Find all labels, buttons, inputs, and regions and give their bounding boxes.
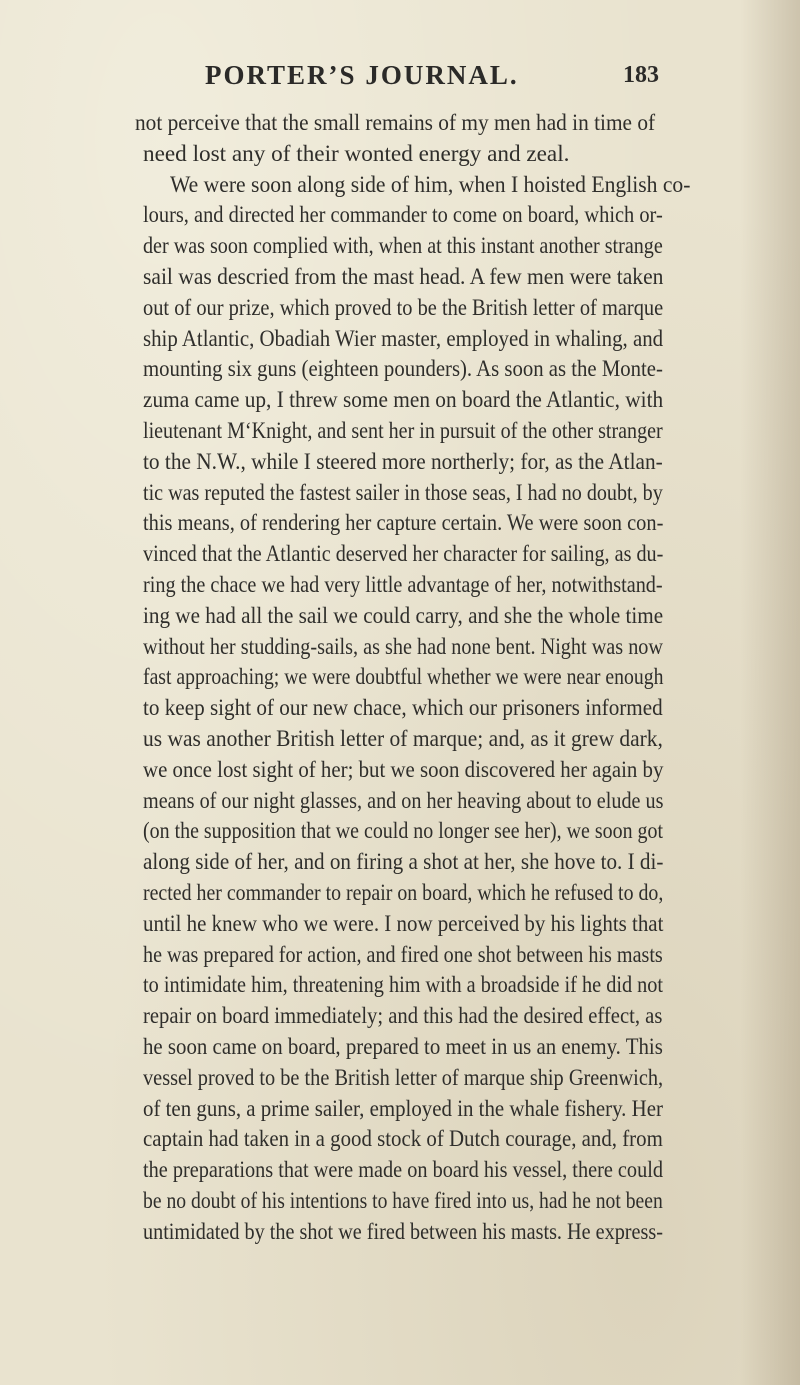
text-line: he was prepared for action, and fired one shot between his masts bbox=[143, 941, 663, 968]
text-line: ship Atlantic, Obadiah Wier master, employed in whaling, and bbox=[143, 325, 664, 352]
text-line: rected her commander to repair on board, which he refused to do, bbox=[143, 880, 664, 906]
text-line: be no doubt of his intentions to have fired into us, had he not been bbox=[143, 1188, 663, 1214]
text-line: we once lost sight of her; but we soon discovered her again by bbox=[143, 756, 664, 783]
text-line: without her studding-sails, as she had none bent. Night was now bbox=[143, 633, 664, 660]
text-line: We were soon along side of him, when I hoisted English co- bbox=[170, 171, 691, 198]
text-line: not perceive that the small remains of my men had in time of bbox=[135, 110, 656, 136]
text-line: ring the chace we had very little advantage of her, notwithstand- bbox=[143, 572, 663, 598]
text-line: tic was reputed the fastest sailer in those seas, I had no doubt, by bbox=[143, 479, 663, 506]
text-line: need lost any of their wonted energy and zeal. bbox=[143, 140, 570, 167]
text-line: he soon came on board, prepared to meet in us an enemy. This bbox=[143, 1034, 663, 1060]
running-head: PORTER’S JOURNAL. bbox=[205, 60, 519, 90]
text-line: captain had taken in a good stock of Dutch courage, and, from bbox=[143, 1126, 663, 1153]
text-line: vinced that the Atlantic deserved her character for sailing, as du- bbox=[143, 541, 664, 568]
page-header bbox=[0, 60, 800, 100]
text-line: lours, and directed her commander to come on board, which or- bbox=[143, 202, 663, 229]
text-line: repair on board immediately; and this had the desired effect, as bbox=[143, 1003, 663, 1030]
text-line: until he knew who we were. I now perceived by his lights that bbox=[143, 910, 664, 937]
text-line: ing we had all the sail we could carry, and she the whole time bbox=[143, 602, 664, 629]
text-line: the preparations that were made on board his vessel, there could bbox=[143, 1157, 664, 1184]
text-line: vessel proved to be the British letter of marque ship Greenwich, bbox=[143, 1064, 664, 1091]
text-line: to keep sight of our new chace, which our prisoners informed bbox=[143, 695, 663, 722]
text-line: to intimidate him, threatening him with a broadside if he did not bbox=[143, 972, 664, 999]
text-line: untimidated by the shot we fired between his masts. He express- bbox=[143, 1218, 663, 1245]
text-line: fast approaching; we were doubtful whether we were near enough bbox=[143, 664, 664, 691]
text-line: zuma came up, I threw some men on board the Atlantic, with bbox=[143, 387, 664, 414]
text-line: us was another British letter of marque; and, as it grew dark, bbox=[143, 726, 663, 752]
page-edge-shadow bbox=[740, 0, 800, 1385]
text-line: along side of her, and on firing a shot at her, she hove to. I di- bbox=[143, 849, 664, 876]
text-line: this means, of rendering her capture certain. We were soon con- bbox=[143, 510, 664, 537]
text-line: sail was descried from the mast head. A few men were taken bbox=[143, 264, 664, 290]
text-line: means of our night glasses, and on her heaving about to elude us bbox=[143, 787, 664, 814]
text-line: out of our prize, which proved to be the British letter of marque bbox=[143, 294, 664, 321]
text-line: mounting six guns (eighteen pounders). As soon as the Monte- bbox=[143, 356, 663, 383]
page-number: 183 bbox=[623, 62, 659, 88]
text-line: (on the supposition that we could no longer see her), we soon got bbox=[143, 818, 664, 845]
text-line: to the N.W., while I steered more northerly; for, as the Atlan- bbox=[143, 448, 663, 475]
text-line: of ten guns, a prime sailer, employed in the whale fishery. Her bbox=[143, 1095, 663, 1122]
text-line: lieutenant M‘Knight, and sent her in pursuit of the other stranger bbox=[143, 418, 663, 444]
text-line: der was soon complied with, when at this instant another strange bbox=[143, 233, 663, 260]
